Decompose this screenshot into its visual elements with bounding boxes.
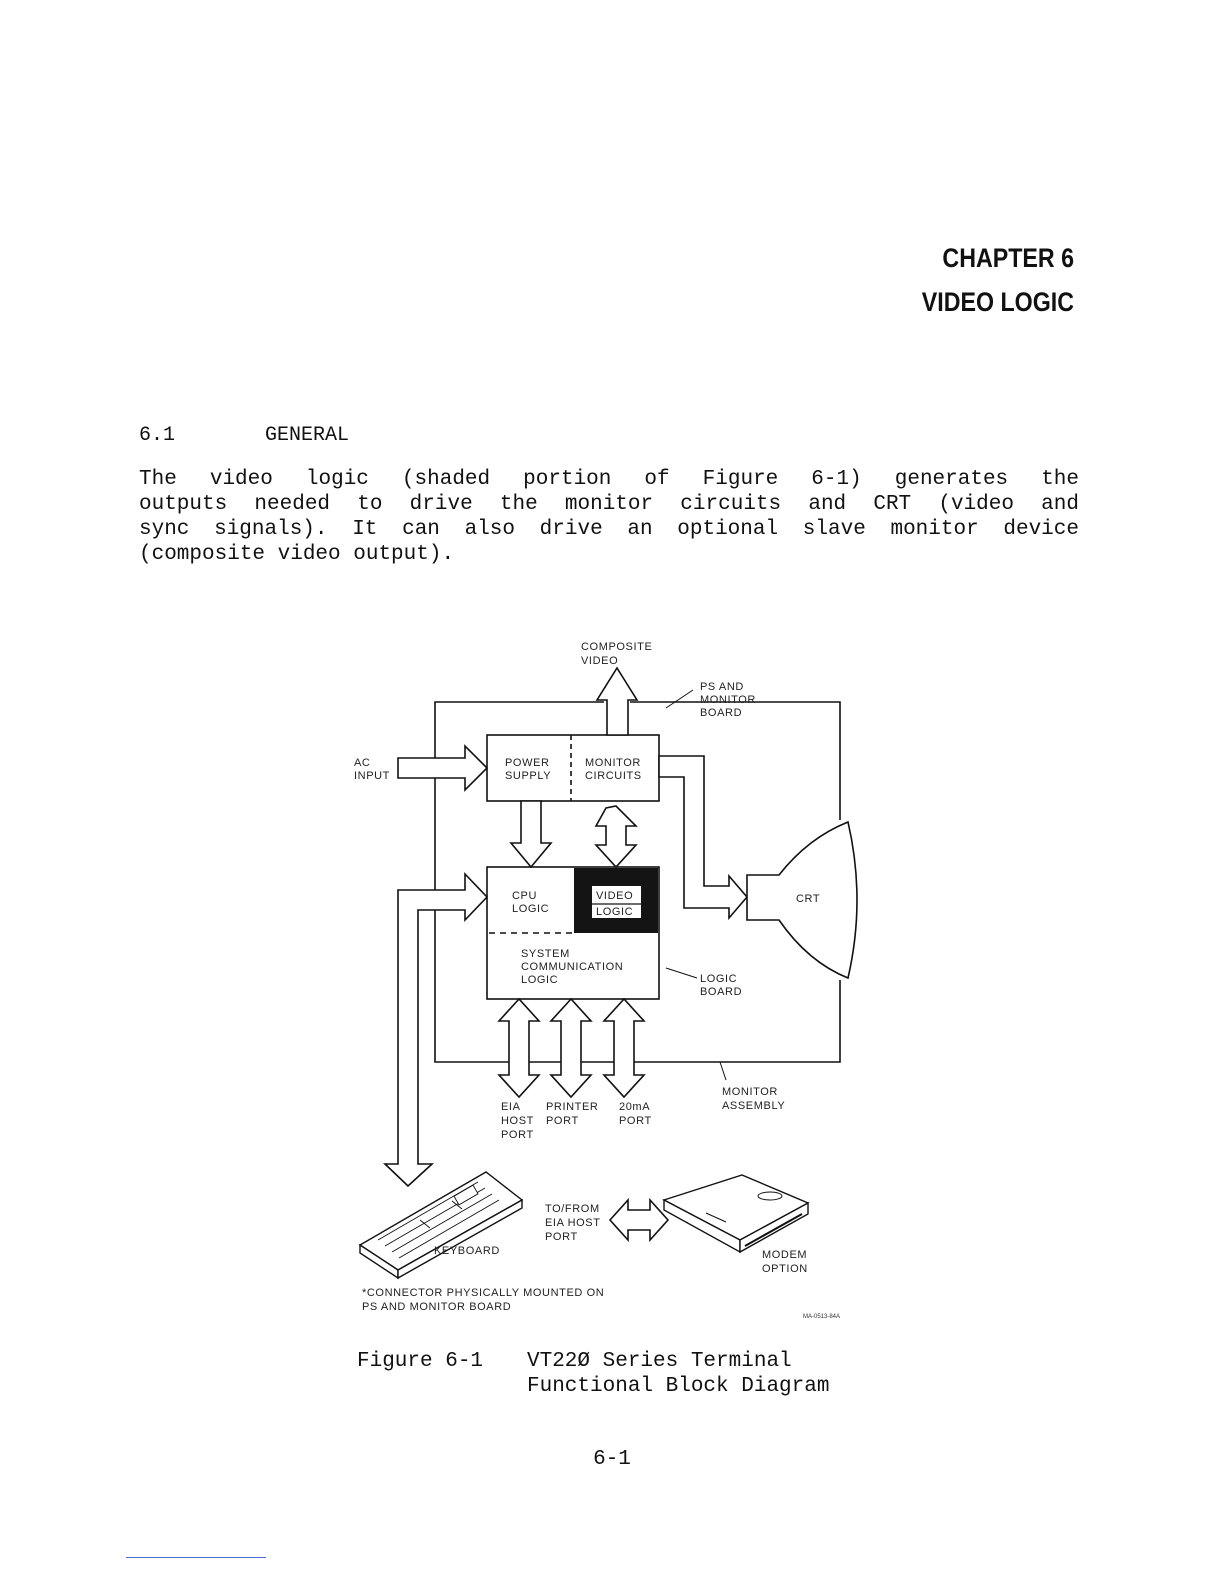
paragraph-line: The video logic (shaded portion of Figure 6-1) generates the — [139, 468, 1079, 491]
ps-monitor-board-label: PS AND MONITOR BOARD — [700, 681, 756, 719]
connector-footnote: *CONNECTOR PHYSICALLY MOUNTED ON PS AND MONITOR BOARD — [362, 1287, 605, 1313]
paragraph-line: outputs needed to drive the monitor circuits and CRT (video and — [139, 493, 1079, 516]
crt-label: CRT — [796, 893, 821, 905]
chapter-number: CHAPTER 6 — [942, 243, 1074, 273]
composite-video-label: COMPOSITE VIDEO — [581, 641, 653, 667]
printer-port-arrow — [551, 999, 591, 1097]
monitor-to-crt-arrow — [659, 756, 747, 918]
power-to-logic-arrow — [511, 801, 551, 867]
monitor-logic-arrow — [596, 806, 636, 867]
ac-input-label: AC INPUT — [354, 757, 390, 782]
power-supply-label: POWER SUPPLY — [505, 757, 552, 782]
to-from-label: TO/FROM EIA HOST PORT — [545, 1203, 601, 1243]
figure-code: MA-0513-84A — [803, 1314, 841, 1320]
eia-host-port-label: EIA HOST PORT — [501, 1101, 534, 1141]
section-heading — [139, 424, 349, 447]
system-communication-logic-label: SYSTEM COMMUNICATION LOGIC — [521, 948, 624, 986]
keyboard-cable-arrow — [385, 874, 487, 1186]
keyboard-label: KEYBOARD — [434, 1245, 500, 1257]
eia-port-arrow — [499, 999, 539, 1097]
page-number: 6-1 — [593, 1448, 631, 1471]
cpu-logic-label: CPU LOGIC — [512, 890, 550, 915]
modem-link-arrow — [610, 1200, 668, 1240]
ma-port-arrow — [604, 999, 644, 1097]
video-logic-label: VIDEO LOGIC — [596, 890, 634, 918]
chapter-heading — [922, 236, 1074, 324]
body-paragraph — [139, 467, 1079, 567]
section-number: 6.1 — [139, 424, 176, 447]
footnote-rule — [126, 1557, 266, 1558]
chapter-title: VIDEO LOGIC — [921, 287, 1074, 317]
modem-illustration — [664, 1175, 808, 1252]
section-title: GENERAL — [265, 424, 350, 447]
figure-title-line-2: Functional Block Diagram — [527, 1375, 830, 1398]
keyboard-illustration — [360, 1172, 522, 1278]
logic-board-label: LOGIC BOARD — [700, 973, 743, 998]
modem-option-label: MODEM OPTION — [762, 1249, 808, 1275]
monitor-assembly-label: MONITOR ASSEMBLY — [722, 1086, 786, 1112]
printer-port-label: PRINTER PORT — [546, 1101, 599, 1127]
paragraph-line: (composite video output). — [139, 543, 455, 566]
figure-title-line-1: VT22Ø Series Terminal — [527, 1350, 792, 1373]
block-diagram — [330, 630, 890, 1330]
figure-caption — [357, 1349, 829, 1399]
ma-port-label: 20mA PORT — [619, 1101, 652, 1127]
figure-label: Figure 6-1 — [357, 1350, 484, 1373]
paragraph-line: sync signals). It can also drive an optional slave monitor device — [139, 518, 1079, 541]
monitor-circuits-label: MONITOR CIRCUITS — [585, 757, 642, 782]
ac-input-arrow — [398, 746, 487, 790]
